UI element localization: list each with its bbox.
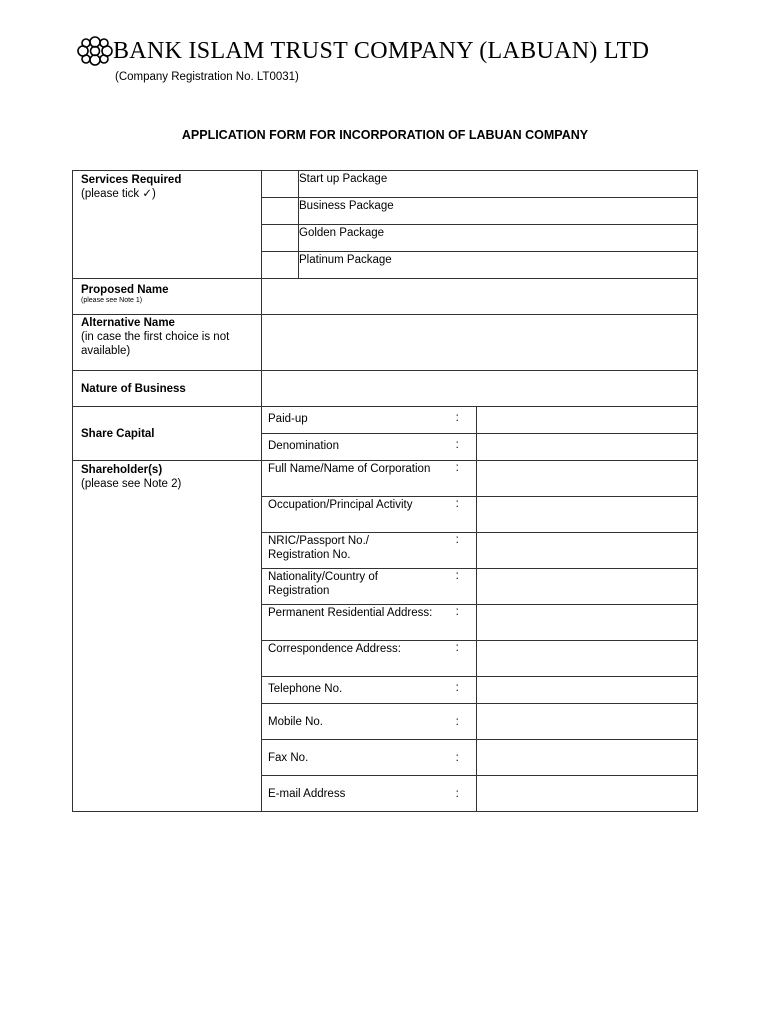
colon: :	[455, 412, 459, 424]
nature-of-business-label-cell	[73, 371, 262, 407]
colon-cell	[439, 704, 477, 740]
package-startup: Start up Package	[299, 171, 698, 198]
occupation-field[interactable]	[477, 497, 698, 533]
services-hint: (please tick ✓)	[81, 188, 156, 200]
nature-of-business-label: Nature of Business	[81, 382, 186, 395]
package-golden: Golden Package	[299, 225, 698, 252]
colon: :	[455, 462, 459, 474]
alternative-name-hint: (in case the first choice is not available)	[81, 331, 230, 357]
share-capital-label: Share Capital	[81, 427, 155, 440]
tick-box-startup[interactable]	[262, 171, 299, 198]
nature-of-business-field[interactable]	[262, 371, 698, 407]
correspondence-address-field[interactable]	[477, 641, 698, 677]
colon-cell	[439, 641, 477, 677]
colon-cell	[439, 434, 477, 461]
colon-cell	[439, 461, 477, 497]
tick-box-business[interactable]	[262, 198, 299, 225]
colon: :	[455, 534, 459, 546]
occupation-label: Occupation/Principal Activity	[268, 499, 413, 511]
colon-cell	[439, 605, 477, 641]
full-name-field[interactable]	[477, 461, 698, 497]
proposed-name-label: Proposed Name	[81, 284, 169, 296]
mobile-field[interactable]	[477, 704, 698, 740]
correspondence-address-label: Correspondence Address:	[268, 643, 401, 655]
occupation-label-cell	[262, 497, 439, 533]
nature-of-business-row	[73, 371, 698, 407]
proposed-name-label-cell	[73, 279, 262, 315]
tick-box-platinum[interactable]	[262, 252, 299, 279]
paid-up-label-cell	[262, 407, 439, 434]
shareholders-label-cell	[73, 461, 262, 812]
email-label-cell	[262, 776, 439, 812]
share-capital-label-cell	[73, 407, 262, 461]
nationality-label-cell	[262, 569, 439, 605]
bank-islam-logo-icon	[75, 36, 115, 66]
denomination-label-cell	[262, 434, 439, 461]
proposed-name-note: (please see Note 1)	[81, 297, 143, 304]
colon: :	[455, 570, 459, 582]
colon-cell	[439, 740, 477, 776]
colon-cell	[439, 677, 477, 704]
shareholder-row-1	[73, 461, 698, 497]
alternative-name-label-cell	[73, 315, 262, 371]
residential-address-label: Permanent Residential Address:	[268, 607, 433, 619]
colon-cell	[439, 407, 477, 434]
package-business: Business Package	[299, 198, 698, 225]
fax-label-cell	[262, 740, 439, 776]
colon: :	[455, 682, 459, 694]
nric-label-cell	[262, 533, 439, 569]
email-label: E-mail Address	[268, 787, 346, 800]
colon: :	[455, 715, 459, 728]
full-name-label-cell	[262, 461, 439, 497]
fax-field[interactable]	[477, 740, 698, 776]
correspondence-address-label-cell	[262, 641, 439, 677]
services-label: Services Required	[81, 174, 182, 186]
email-field[interactable]	[477, 776, 698, 812]
telephone-label-cell	[262, 677, 439, 704]
company-registration: (Company Registration No. LT0031)	[115, 71, 299, 83]
services-label-cell	[73, 171, 262, 279]
full-name-label: Full Name/Name of Corporation	[268, 463, 431, 475]
telephone-field[interactable]	[477, 677, 698, 704]
colon-cell	[439, 569, 477, 605]
proposed-name-field[interactable]	[262, 279, 698, 315]
company-name: BANK ISLAM TRUST COMPANY (LABUAN) LTD	[113, 38, 650, 64]
colon-cell	[439, 776, 477, 812]
share-capital-row-1	[73, 407, 698, 434]
colon: :	[455, 606, 459, 618]
alternative-name-row	[73, 315, 698, 371]
alternative-name-field[interactable]	[262, 315, 698, 371]
package-platinum: Platinum Package	[299, 252, 698, 279]
paid-up-label: Paid-up	[268, 413, 308, 425]
colon: :	[455, 439, 459, 451]
tick-box-golden[interactable]	[262, 225, 299, 252]
alternative-name-label: Alternative Name	[81, 317, 175, 329]
colon: :	[455, 498, 459, 510]
colon-cell	[439, 533, 477, 569]
mobile-label-cell	[262, 704, 439, 740]
colon-cell	[439, 497, 477, 533]
application-form-table	[72, 170, 698, 812]
shareholders-hint: (please see Note 2)	[81, 478, 182, 490]
proposed-name-row	[73, 279, 698, 315]
shareholders-label: Shareholder(s)	[81, 464, 163, 476]
nationality-label: Nationality/Country of Registration	[268, 571, 378, 597]
paid-up-field[interactable]	[477, 407, 698, 434]
residential-address-label-cell	[262, 605, 439, 641]
mobile-label: Mobile No.	[268, 715, 323, 728]
nationality-field[interactable]	[477, 569, 698, 605]
denomination-field[interactable]	[477, 434, 698, 461]
fax-label: Fax No.	[268, 751, 309, 764]
colon: :	[455, 787, 459, 800]
colon: :	[455, 642, 459, 654]
denomination-label: Denomination	[268, 440, 339, 452]
residential-address-field[interactable]	[477, 605, 698, 641]
nric-field[interactable]	[477, 533, 698, 569]
nric-label: NRIC/Passport No./ Registration No.	[268, 535, 369, 561]
telephone-label: Telephone No.	[268, 683, 343, 695]
form-title: APPLICATION FORM FOR INCORPORATION OF LABUAN COMPANY	[181, 128, 589, 142]
services-row-1	[73, 171, 698, 198]
colon: :	[455, 751, 459, 764]
